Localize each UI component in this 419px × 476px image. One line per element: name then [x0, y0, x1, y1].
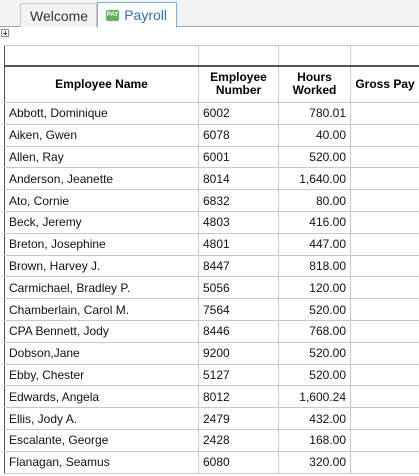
cell-gross[interactable]	[351, 124, 419, 146]
cell-gross[interactable]	[351, 190, 419, 212]
column-header-employee-name[interactable]: Employee Name	[5, 66, 199, 103]
table-row[interactable]	[5, 320, 419, 342]
cell-name[interactable]: Chamberlain, Carol M.	[5, 299, 199, 321]
table-row[interactable]	[5, 255, 419, 277]
cell-gross[interactable]	[351, 211, 419, 233]
cell-number[interactable]: 8447	[199, 255, 279, 277]
column-header-hours-worked[interactable]: Hours Worked	[279, 66, 351, 103]
cell-number[interactable]: 2479	[199, 408, 279, 430]
column-header-gross-pay[interactable]: Gross Pay	[351, 66, 419, 103]
cell-gross[interactable]	[351, 103, 419, 125]
cell-name[interactable]: Carmichael, Bradley P.	[5, 277, 199, 299]
cell-name[interactable]: Beck, Jeremy	[5, 211, 199, 233]
filter-cell-name[interactable]	[5, 46, 199, 66]
cell-number[interactable]: 6002	[199, 103, 279, 125]
cell-gross[interactable]	[351, 342, 419, 364]
cell-number[interactable]: 2428	[199, 429, 279, 451]
tab-payroll[interactable]	[97, 2, 177, 28]
table-row[interactable]	[5, 277, 419, 299]
table-row[interactable]	[5, 146, 419, 168]
cell-hours[interactable]: 768.00	[279, 320, 351, 342]
table-row[interactable]	[5, 124, 419, 146]
cell-number[interactable]: 8446	[199, 320, 279, 342]
cell-hours[interactable]: 80.00	[279, 190, 351, 212]
cell-hours[interactable]: 520.00	[279, 342, 351, 364]
cell-hours[interactable]: 120.00	[279, 277, 351, 299]
table-row[interactable]	[5, 451, 419, 473]
cell-gross[interactable]	[351, 320, 419, 342]
cell-gross[interactable]	[351, 168, 419, 190]
table-row[interactable]	[5, 429, 419, 451]
cell-hours[interactable]: 168.00	[279, 429, 351, 451]
cell-name[interactable]: Edwards, Angela	[5, 386, 199, 408]
cell-number[interactable]: 5056	[199, 277, 279, 299]
table-row[interactable]	[5, 211, 419, 233]
table-row[interactable]	[5, 408, 419, 430]
cell-name[interactable]: Escalante, George	[5, 429, 199, 451]
cell-name[interactable]: Allen, Ray	[5, 146, 199, 168]
cell-hours[interactable]: 520.00	[279, 364, 351, 386]
cell-gross[interactable]	[351, 429, 419, 451]
table-row[interactable]	[5, 364, 419, 386]
cell-name[interactable]: Ato, Cornie	[5, 190, 199, 212]
table-row[interactable]	[5, 342, 419, 364]
tab-payroll-label: Payroll	[124, 7, 167, 23]
cell-number[interactable]: 6078	[199, 124, 279, 146]
cell-number[interactable]: 6832	[199, 190, 279, 212]
cell-gross[interactable]	[351, 277, 419, 299]
table-row[interactable]	[5, 190, 419, 212]
cell-gross[interactable]	[351, 299, 419, 321]
cell-name[interactable]: CPA Bennett, Jody	[5, 320, 199, 342]
filter-cell-hours[interactable]	[279, 46, 351, 66]
table-row[interactable]	[5, 103, 419, 125]
grid-body	[5, 103, 419, 474]
header-row	[5, 66, 419, 103]
cell-name[interactable]: Ellis, Jody A.	[5, 408, 199, 430]
cell-gross[interactable]	[351, 233, 419, 255]
table-row[interactable]	[5, 168, 419, 190]
cell-gross[interactable]	[351, 386, 419, 408]
table-row[interactable]	[5, 386, 419, 408]
cell-name[interactable]: Anderson, Jeanette	[5, 168, 199, 190]
cell-name[interactable]: Abbott, Dominique	[5, 103, 199, 125]
expand-toggle-icon[interactable]	[1, 29, 9, 37]
employee-grid	[4, 45, 419, 474]
cell-name[interactable]: Aiken, Gwen	[5, 124, 199, 146]
cell-gross[interactable]	[351, 451, 419, 473]
table-row[interactable]	[5, 233, 419, 255]
cell-number[interactable]: 8014	[199, 168, 279, 190]
tab-bar	[0, 0, 419, 27]
filter-cell-gross[interactable]	[351, 46, 419, 66]
cell-name[interactable]: Flanagan, Seamus	[5, 451, 199, 473]
cell-hours[interactable]: 432.00	[279, 408, 351, 430]
cell-name[interactable]: Breton, Josephine	[5, 233, 199, 255]
cell-gross[interactable]	[351, 408, 419, 430]
cell-hours[interactable]: 1,640.00	[279, 168, 351, 190]
cell-hours[interactable]: 1,600.24	[279, 386, 351, 408]
cell-number[interactable]: 7564	[199, 299, 279, 321]
table-row[interactable]	[5, 299, 419, 321]
column-header-employee-number[interactable]: Employee Number	[199, 66, 279, 103]
filter-cell-number[interactable]	[199, 46, 279, 66]
cell-number[interactable]: 8012	[199, 386, 279, 408]
cell-number[interactable]: 4803	[199, 211, 279, 233]
cell-number[interactable]: 6080	[199, 451, 279, 473]
cell-gross[interactable]	[351, 364, 419, 386]
cell-gross[interactable]	[351, 146, 419, 168]
cell-hours[interactable]: 40.00	[279, 124, 351, 146]
cell-hours[interactable]: 520.00	[279, 146, 351, 168]
cell-name[interactable]: Dobson,Jane	[5, 342, 199, 364]
tab-welcome-label: Welcome	[30, 7, 89, 24]
cell-number[interactable]: 4801	[199, 233, 279, 255]
pay-icon: PAY	[106, 10, 119, 21]
filter-row	[5, 46, 419, 66]
cell-hours[interactable]: 520.00	[279, 299, 351, 321]
cell-hours[interactable]: 780.01	[279, 103, 351, 125]
cell-name[interactable]: Ebby, Chester	[5, 364, 199, 386]
cell-hours[interactable]: 818.00	[279, 255, 351, 277]
cell-hours[interactable]: 320.00	[279, 451, 351, 473]
cell-gross[interactable]	[351, 255, 419, 277]
cell-hours[interactable]: 447.00	[279, 233, 351, 255]
cell-name[interactable]: Brown, Harvey J.	[5, 255, 199, 277]
cell-number[interactable]: 5127	[199, 364, 279, 386]
cell-hours[interactable]: 416.00	[279, 211, 351, 233]
cell-number[interactable]: 6001	[199, 146, 279, 168]
cell-number[interactable]: 9200	[199, 342, 279, 364]
tab-welcome[interactable]	[20, 3, 97, 27]
